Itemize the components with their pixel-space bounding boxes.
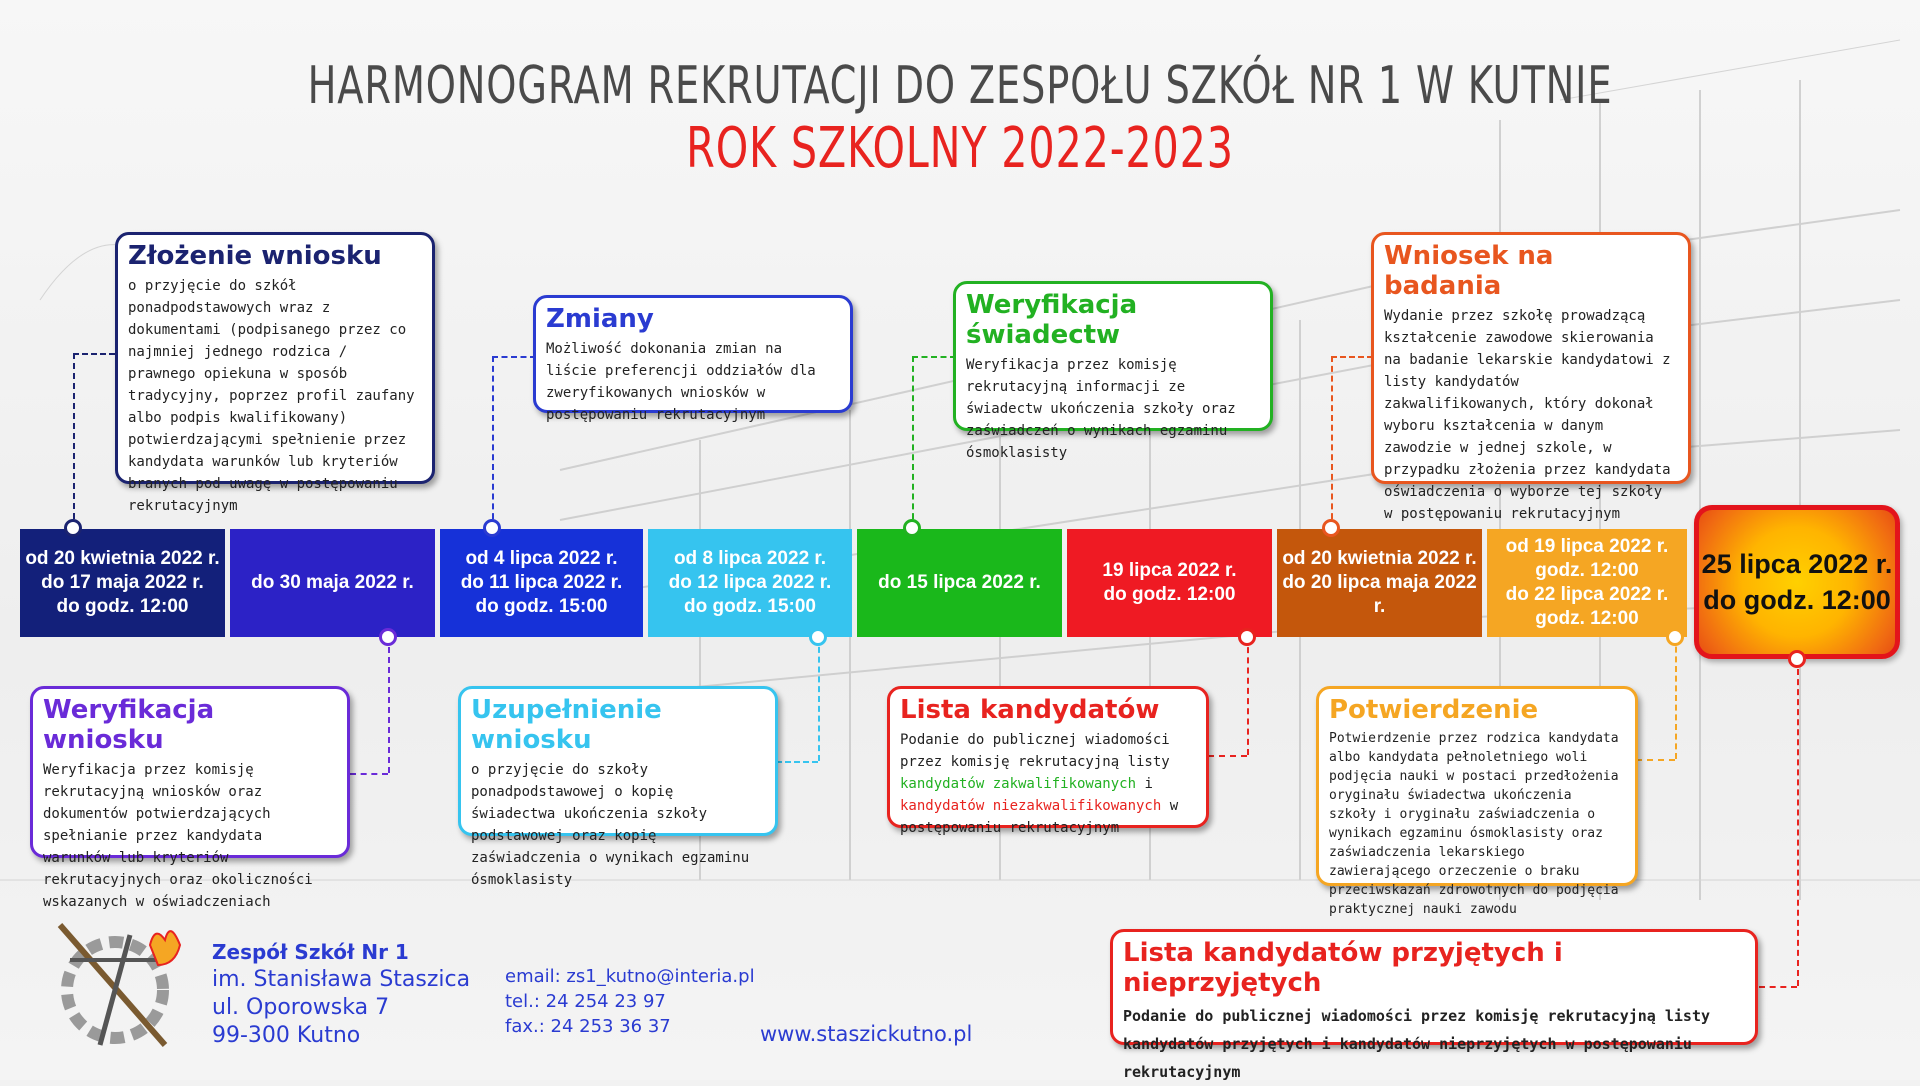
timeline-stage-1: od 20 kwietnia 2022 r. do 17 maja 2022 r. do godz. 12:00 — [20, 529, 225, 637]
school-street: ul. Oporowska 7 — [212, 995, 390, 1020]
school-name: Zespół Szkół Nr 1 — [212, 940, 409, 964]
timeline-stage-4: od 8 lipca 2022 r. do 12 lipca 2022 r. do godz. 15:00 — [648, 529, 852, 637]
timeline-dot — [1238, 628, 1256, 646]
unqualified-candidates-text: kandydatów niezakwalifikowanych — [900, 798, 1162, 814]
card-text: Potwierdzenie przez rodzica kandydata albo kandydata pełnoletniego woli podjęcia nauki w postaci przedłożenia oryginału świadectwa ukończenia szkoły i oryginału zaświadczenia o wynikach egzaminu ósmoklasisty oraz zaświadczenia lekarskiego zawierającego orzeczenie o braku przeciwskazań zdrowotnych do podjęcia praktycznej nauki zawodu — [1329, 731, 1619, 917]
contact-email[interactable]: email: zs1_kutno@interia.pl — [505, 966, 755, 987]
qualified-candidates-text: kandydatów zakwalifikowanych — [900, 776, 1137, 792]
logo-compass-icon — [40, 915, 190, 1055]
card-zlozenie-wniosku — [115, 232, 435, 514]
card-text — [900, 729, 1196, 839]
timeline-dot — [379, 628, 397, 646]
connector-badania-h — [1331, 356, 1373, 358]
card-wniosek-na-badania — [1371, 232, 1691, 522]
connector-lista-h — [1208, 755, 1247, 757]
card-text: Możliwość dokonania zmian na liście preferencji oddziałów dla zweryfikowanych wniosków w postępowaniu rekrutacyjnym — [546, 341, 816, 423]
timeline-dot — [1322, 519, 1340, 537]
card-text-part: i — [1136, 776, 1153, 792]
card-text: Weryfikacja przez komisję rekrutacyjną informacji ze świadectw ukończenia szkoły oraz zaświadczeń o wynikach egzaminu ósmoklasisty — [966, 357, 1236, 461]
school-city: 99-300 Kutno — [212, 1023, 361, 1048]
card-title: Wniosek na badania — [1384, 241, 1554, 301]
contact-phone: tel.: 24 254 23 97 — [505, 991, 666, 1012]
timeline-stage-6: 19 lipca 2022 r. do godz. 12:00 — [1067, 529, 1272, 637]
page-title: HARMONOGRAM REKRUTACJI DO ZESPOŁU SZKÓŁ NR 1 W KUTNIE — [307, 56, 1613, 116]
card-text: Wydanie przez szkołę prowadzącą kształcenie zawodowe skierowania na badanie lekarskie kandydatowi z listy kandydatów zakwalifikowanych, który dokonał wyboru kształcenia w danym zawodzie w jednej szkole, w przypadku złożenia przez kandydata oświadczenia o wyborze tej szkoły w postępowaniu rekrutacyjnym — [1384, 308, 1671, 522]
card-title: Zmiany — [546, 304, 654, 334]
connector-potwierdzenie-h — [1636, 759, 1675, 761]
connector-zlozenie-h — [73, 353, 115, 355]
website-link[interactable]: www.staszickutno.pl — [760, 1022, 973, 1046]
card-title: Złożenie wniosku — [128, 241, 382, 271]
contact-block — [505, 964, 755, 1039]
timeline-stage-7: od 20 kwietnia 2022 r. do 20 lipca maja 2022 r. — [1277, 529, 1482, 637]
card-weryfikacja-swiadectw — [953, 281, 1273, 461]
connector-swiadectw-h — [912, 356, 956, 358]
connector-potwierdzenie — [1675, 637, 1677, 759]
connector-lista — [1247, 637, 1249, 755]
card-zmiany — [533, 295, 853, 423]
connector-weryfikacja — [388, 637, 390, 773]
connector-swiadectw — [912, 356, 914, 529]
timeline-dot — [903, 519, 921, 537]
timeline-stage-9: 25 lipca 2022 r. do godz. 12:00 — [1694, 505, 1900, 659]
card-title: Weryfikacja świadectw — [966, 290, 1138, 350]
timeline-stage-2: do 30 maja 2022 r. — [230, 529, 435, 637]
card-title: Weryfikacja wniosku — [43, 695, 215, 755]
card-text-part: Podanie do publicznej wiadomości przez komisję rekrutacyjną listy — [900, 732, 1170, 770]
card-title: Lista kandydatów — [900, 695, 1160, 725]
school-logo — [40, 915, 190, 1055]
card-text: Weryfikacja przez komisję rekrutacyjną wniosków oraz dokumentów potwierdzających spełnianie przez kandydata warunków lub kryteriów rekrutacyjnych oraz okoliczności wskazanych w oświadczeniach — [43, 762, 313, 910]
connector-badania — [1331, 356, 1333, 529]
timeline-dot — [809, 628, 827, 646]
card-text-part: w postępowaniu rekrutacyjnym — [900, 798, 1179, 836]
card-potwierdzenie — [1316, 686, 1638, 917]
connector-przyjeci — [1797, 659, 1799, 986]
card-uzupelnienie-wniosku — [458, 686, 778, 888]
connector-zmiany-h — [492, 356, 536, 358]
card-text: o przyjęcie do szkoły ponadpodstawowej o kopię świadectwa ukończenia szkoły podstawowej oraz kopię zaświadczenia o wynikach egzaminu ósmoklasisty — [471, 762, 750, 888]
connector-uzupelnienie-h — [776, 761, 818, 763]
card-text: Podanie do publicznej wiadomości przez komisję rekrutacyjną listy kandydatów przyjętych i kandydatów nieprzyjętych w postępowaniu rekrutacyjnym — [1123, 1007, 1710, 1081]
timeline-stage-8: od 19 lipca 2022 r. godz. 12:00 do 22 lipca 2022 r. godz. 12:00 — [1487, 529, 1687, 637]
connector-zmiany — [492, 356, 494, 529]
card-lista-kandydatow — [887, 686, 1209, 836]
connector-zlozenie — [73, 353, 75, 529]
connector-weryfikacja-h — [350, 773, 388, 775]
timeline-dot — [1666, 628, 1684, 646]
contact-fax: fax.: 24 253 36 37 — [505, 1016, 671, 1037]
timeline-dot — [1788, 650, 1806, 668]
card-title: Potwierdzenie — [1329, 695, 1539, 725]
connector-przyjeci-h — [1759, 986, 1797, 988]
school-patron: im. Stanisława Staszica — [212, 967, 471, 992]
card-weryfikacja-wniosku — [30, 686, 350, 910]
card-text: o przyjęcie do szkół ponadpodstawowych wraz z dokumentami (podpisanego przez co najmniej jednego rodzica / prawnego opiekuna w sposób tradycyjny, poprzez profil zaufany albo podpis kwalifikowany) potwierdzającymi spełnienie przez kandydata warunków lub kryteriów branych pod uwagę w postępowaniu rekrutacyjnym — [128, 278, 415, 514]
card-title: Uzupełnienie wniosku — [471, 695, 662, 755]
school-address-block — [212, 938, 470, 1050]
timeline-stage-5: do 15 lipca 2022 r. — [857, 529, 1062, 637]
card-title: Lista kandydatów przyjętych i nieprzyjętych — [1123, 938, 1563, 998]
page-subtitle: ROK SZKOLNY 2022-2023 — [686, 116, 1234, 181]
connector-uzupelnienie — [818, 637, 820, 761]
card-lista-przyjetych — [1110, 929, 1758, 1081]
timeline-stage-3: od 4 lipca 2022 r. do 11 lipca 2022 r. do godz. 15:00 — [440, 529, 643, 637]
timeline-dot — [64, 519, 82, 537]
timeline-dot — [483, 519, 501, 537]
